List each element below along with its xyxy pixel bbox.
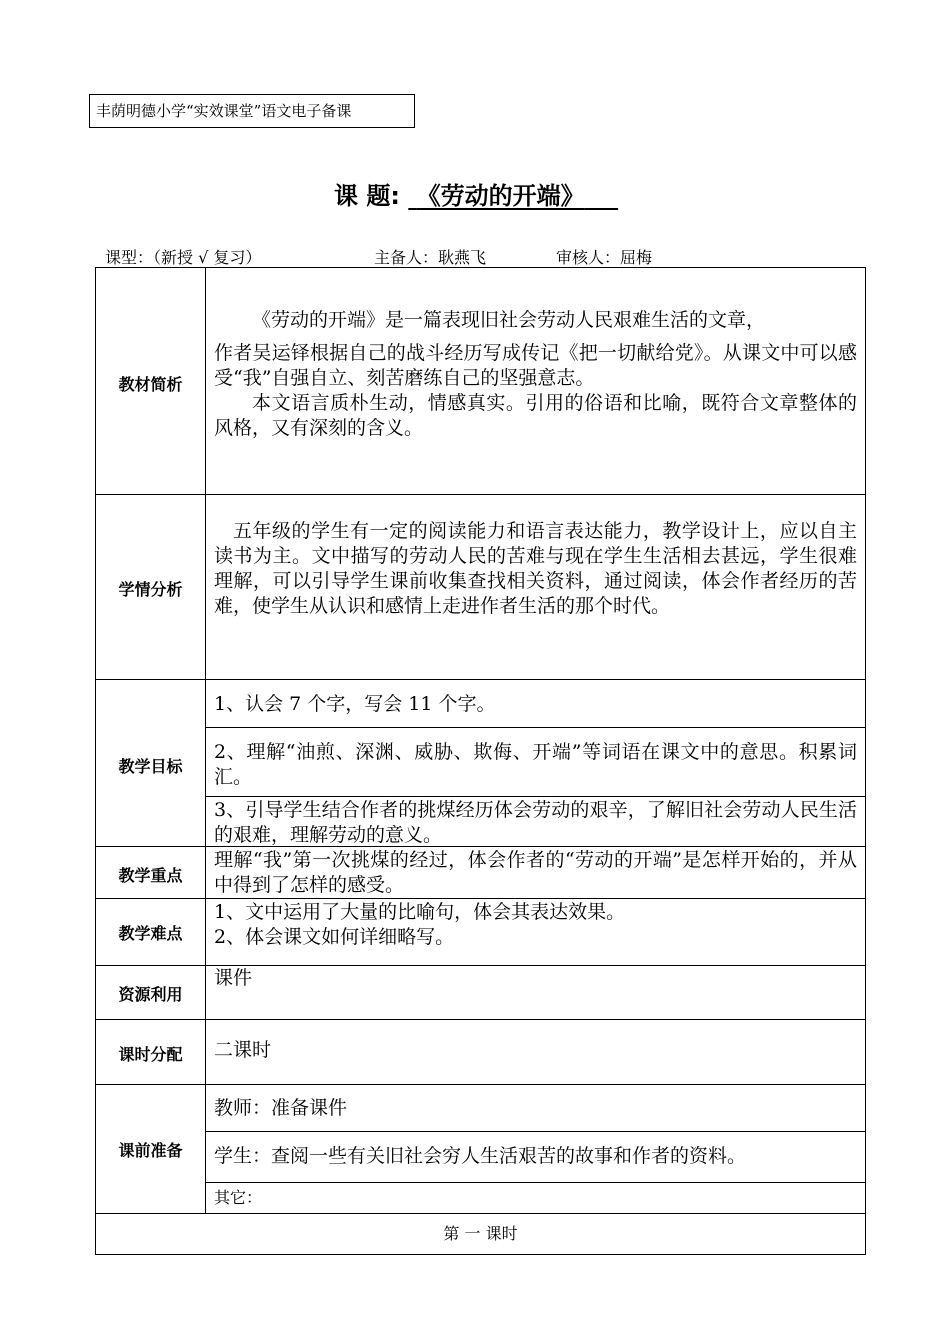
key-points: 理解“我”第一次挑煤的经过，体会作者的“劳动的开端”是怎样开始的，并从中得到了怎样的感受。 bbox=[214, 849, 857, 896]
row-divider bbox=[96, 1213, 865, 1214]
goal-3: 3、引导学生结合作者的挑煤经历体会劳动的艰辛，了解旧社会劳动人民生活的艰难，理解劳动的意义。 bbox=[214, 799, 857, 846]
row-divider bbox=[96, 1084, 865, 1085]
lesson-plan-table bbox=[95, 267, 866, 1255]
textbook-analysis: 《劳动的开端》是一篇表现旧社会劳动人民艰难生活的文章， 作者吴运铎根据自己的战斗经历写成传记《把一切献给党》。从课文中可以感受“我”自强自立、刻苦磨练自己的坚强意志。 本文语言质朴生动，情感真实。引用的俗语和比喻，既符合文章整体的风格，又有深刻的含义。 bbox=[214, 309, 857, 439]
subrow-divider bbox=[205, 796, 865, 797]
reviewer: 审核人：屈梅 bbox=[556, 248, 653, 267]
lesson-type: 课型：（新授 √ 复习） bbox=[105, 248, 262, 267]
prep-teacher: 教师：准备课件 bbox=[214, 1097, 348, 1119]
label-preparation: 课前准备 bbox=[118, 1141, 183, 1160]
label-goals: 教学目标 bbox=[118, 757, 183, 776]
subrow-divider bbox=[205, 727, 865, 728]
lesson-name: 《劳动的开端》 bbox=[416, 182, 585, 210]
school-header-box: 丰荫明德小学“实效课堂”语文电子备课 bbox=[89, 94, 415, 128]
row-divider bbox=[96, 1019, 865, 1020]
student-analysis: 五年级的学生有一定的阅读能力和语言表达能力，教学设计上，应以自主读书为主。文中描写的劳动人民的苦难与现在学生生活相去甚远，学生很难理解，可以引导学生课前收集查找相关资料，通过阅读，体会作者经历的苦难，使学生从认识和感情上走进作者生活的那个时代。 bbox=[214, 520, 857, 617]
label-textbook: 教材简析 bbox=[118, 375, 183, 394]
row-divider bbox=[96, 494, 865, 495]
goal-1: 1、认会 7 个字，写会 11 个字。 bbox=[214, 693, 496, 715]
label-students: 学情分析 bbox=[118, 580, 183, 599]
label-key-points: 教学重点 bbox=[118, 866, 183, 885]
title-prefix: 课 题: bbox=[334, 182, 400, 210]
goal-2: 2、理解“油煎、深渊、威胁、欺侮、开端”等词语在课文中的意思。积累词汇。 bbox=[214, 741, 857, 788]
column-divider bbox=[205, 268, 206, 1213]
row-divider bbox=[96, 898, 865, 899]
row-divider bbox=[96, 679, 865, 680]
resources: 课件 bbox=[214, 967, 253, 989]
prep-student: 学生：查阅一些有关旧社会穷人生活艰苦的故事和作者的资料。 bbox=[214, 1145, 747, 1167]
prep-other: 其它： bbox=[214, 1188, 263, 1207]
label-schedule: 课时分配 bbox=[118, 1045, 183, 1064]
preparer: 主备人：耿燕飞 bbox=[374, 248, 487, 267]
label-difficulties: 教学难点 bbox=[118, 924, 183, 943]
schedule: 二课时 bbox=[214, 1039, 272, 1061]
subrow-divider bbox=[205, 1182, 865, 1183]
label-resources: 资源利用 bbox=[118, 985, 183, 1004]
page-title bbox=[334, 176, 618, 211]
difficulties: 1、文中运用了大量的比喻句，体会其表达效果。 2、体会课文如何详细略写。 bbox=[214, 901, 626, 948]
subrow-divider bbox=[205, 1131, 865, 1132]
first-lesson-heading: 第 一 课时 bbox=[443, 1224, 518, 1243]
